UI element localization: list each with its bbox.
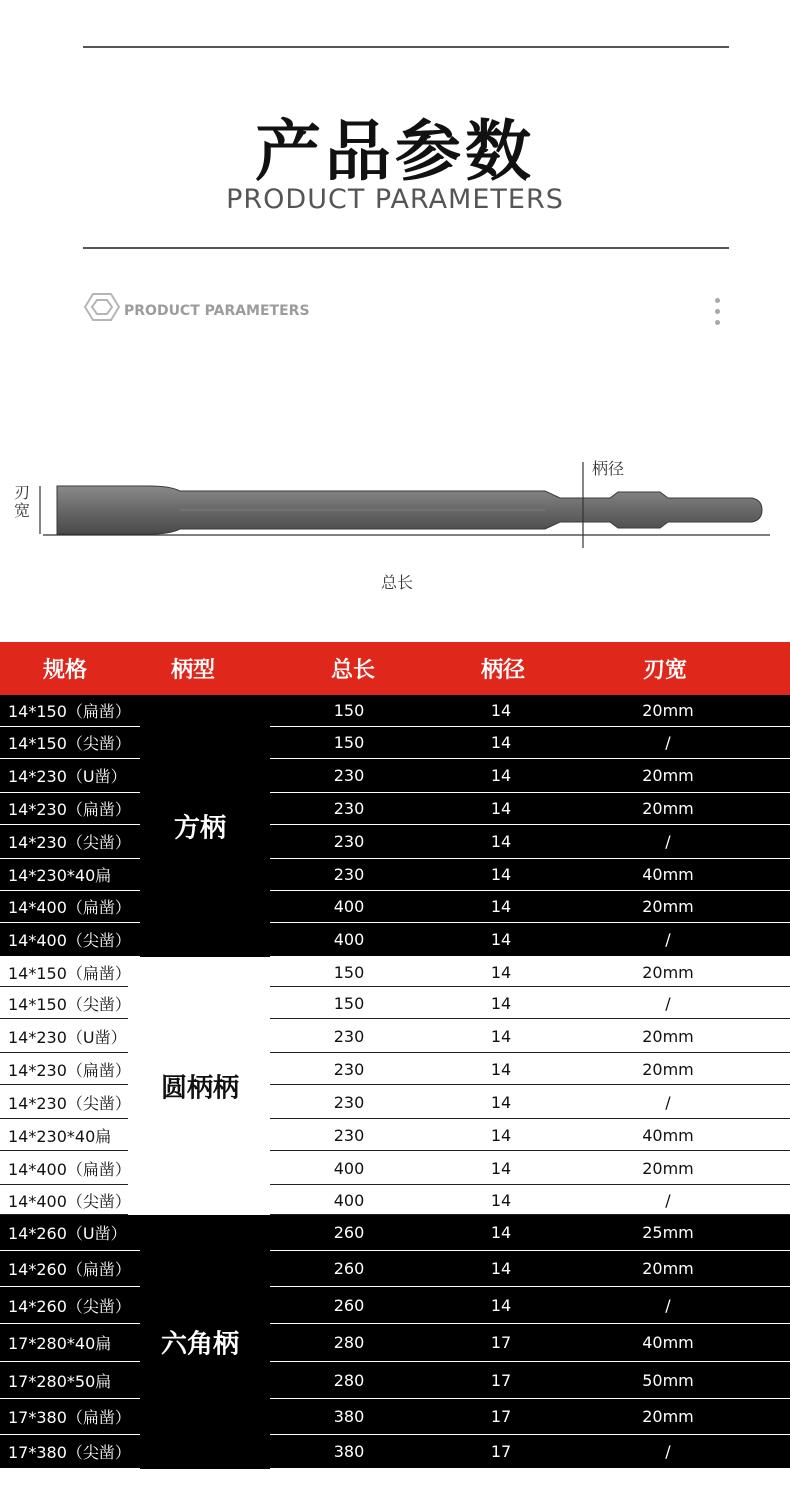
cell-length: 380	[333, 1442, 365, 1461]
page-subtitle: PRODUCT PARAMETERS	[226, 184, 564, 215]
table-group	[0, 957, 790, 1215]
top-rule	[83, 46, 729, 48]
badge-label: PRODUCT PARAMETERS	[124, 303, 310, 319]
col-header-spec: 规格	[42, 658, 88, 683]
cell-length: 150	[333, 733, 365, 752]
cell-shank-diameter: 14	[490, 1190, 512, 1210]
cell-length: 400	[333, 1190, 365, 1210]
table-row	[0, 1053, 790, 1085]
cell-spec: 17*380（扁凿）	[8, 1408, 131, 1427]
cell-shank-diameter: 17	[490, 1370, 512, 1390]
cell-shank-diameter: 17	[490, 1333, 512, 1352]
cell-length: 260	[333, 1295, 365, 1315]
col-header-length: 总长	[330, 658, 376, 683]
table-row	[0, 1435, 790, 1469]
cell-spec: 14*230（扁凿）	[8, 1060, 131, 1080]
table-row	[0, 1215, 790, 1251]
cell-spec: 17*280*50扁	[8, 1371, 112, 1391]
cell-spec: 14*400（尖凿）	[8, 1191, 131, 1211]
cell-spec: 14*230（扁凿）	[8, 800, 131, 819]
total-length-label: 总长	[381, 573, 414, 592]
cell-length: 260	[333, 1223, 365, 1242]
cell-shank-diameter: 14	[490, 1092, 512, 1112]
cell-shank-diameter: 14	[490, 1125, 512, 1145]
cell-length: 150	[333, 962, 365, 982]
table-row	[0, 759, 790, 793]
chisel-diagram	[0, 440, 790, 600]
table-row	[0, 825, 790, 859]
cell-spec: 14*230*40扁	[8, 1126, 112, 1146]
cell-shank-diameter: 14	[490, 832, 512, 851]
cell-length: 230	[333, 832, 365, 851]
cell-shank-diameter: 14	[490, 701, 512, 720]
shank-type-label: 六角柄	[160, 1329, 240, 1360]
table-group	[0, 695, 790, 957]
table-row	[0, 987, 790, 1019]
shank-type-label: 方柄	[173, 813, 227, 844]
cell-length: 150	[333, 993, 365, 1013]
cell-shank-diameter: 14	[490, 1295, 512, 1315]
page-title: 产品参数	[255, 113, 535, 190]
col-header-blade-width: 刃宽	[642, 658, 688, 683]
table-group	[0, 1215, 790, 1469]
cell-length: 380	[333, 1407, 365, 1426]
table-row	[0, 1019, 790, 1053]
cell-spec: 17*380（尖凿）	[8, 1443, 131, 1462]
cell-blade-width: 20mm	[642, 1407, 694, 1426]
table-row	[0, 891, 790, 923]
cell-blade-width: 50mm	[642, 1370, 694, 1390]
cell-blade-width: 20mm	[642, 1259, 694, 1278]
cell-spec: 14*230（U凿）	[8, 767, 127, 786]
cell-spec: 14*400（尖凿）	[8, 931, 131, 950]
cell-length: 230	[333, 1059, 365, 1079]
cell-spec: 14*150（尖凿）	[8, 734, 131, 753]
cell-blade-width: 20mm	[642, 1059, 694, 1079]
cell-blade-width: /	[665, 930, 671, 949]
cell-shank-diameter: 14	[490, 865, 512, 884]
cell-blade-width: 20mm	[642, 1158, 694, 1178]
cell-blade-width: /	[665, 1190, 671, 1210]
table-row	[0, 1119, 790, 1151]
cell-shank-diameter: 14	[490, 766, 512, 785]
cell-spec: 14*260（扁凿）	[8, 1260, 131, 1279]
bottom-rule	[83, 247, 729, 249]
cell-length: 400	[333, 930, 365, 949]
spec-table	[0, 695, 790, 1469]
cell-blade-width: /	[665, 733, 671, 752]
cell-spec: 17*280*40扁	[8, 1334, 112, 1353]
blade-width-label: 刃宽	[14, 483, 31, 520]
cell-blade-width: /	[665, 993, 671, 1013]
cell-blade-width: 20mm	[642, 962, 694, 982]
cell-blade-width: 20mm	[642, 799, 694, 818]
cell-spec: 14*400（扁凿）	[8, 898, 131, 917]
cell-blade-width: 20mm	[642, 766, 694, 785]
cell-shank-diameter: 14	[490, 993, 512, 1013]
cell-shank-diameter: 14	[490, 962, 512, 982]
cell-shank-diameter: 14	[490, 1259, 512, 1278]
table-row	[0, 1151, 790, 1185]
cell-length: 400	[333, 897, 365, 916]
cell-shank-diameter: 14	[490, 733, 512, 752]
table-row	[0, 1085, 790, 1119]
cell-shank-diameter: 14	[490, 897, 512, 916]
cell-length: 150	[333, 701, 365, 720]
cell-length: 230	[333, 1092, 365, 1112]
cell-shank-diameter: 14	[490, 1059, 512, 1079]
cell-shank-diameter: 14	[490, 1158, 512, 1178]
cell-spec: 14*150（扁凿）	[8, 963, 131, 983]
cell-spec: 14*230*40扁	[8, 866, 112, 885]
cell-spec: 14*150（尖凿）	[8, 994, 131, 1014]
table-row	[0, 1399, 790, 1435]
col-header-shank-diameter: 柄径	[480, 658, 526, 683]
section-badge	[84, 290, 310, 324]
table-row	[0, 1251, 790, 1287]
table-row	[0, 793, 790, 825]
cell-spec: 14*230（尖凿）	[8, 1093, 131, 1113]
cell-length: 230	[333, 1125, 365, 1145]
table-row	[0, 695, 790, 727]
hexagon-icon	[84, 292, 120, 322]
cell-length: 260	[333, 1259, 365, 1278]
table-row	[0, 1362, 790, 1399]
cell-blade-width: 40mm	[642, 1125, 694, 1145]
cell-length: 230	[333, 799, 365, 818]
col-header-shank-type: 柄型	[170, 658, 216, 683]
cell-spec: 14*150（扁凿）	[8, 702, 131, 721]
table-row	[0, 727, 790, 759]
table-row	[0, 1185, 790, 1215]
cell-shank-diameter: 17	[490, 1442, 512, 1461]
cell-blade-width: 20mm	[642, 897, 694, 916]
table-header	[0, 642, 790, 695]
cell-blade-width: 20mm	[642, 701, 694, 720]
cell-shank-diameter: 14	[490, 1026, 512, 1046]
shank-type-label: 圆柄柄	[160, 1073, 240, 1104]
cell-blade-width: /	[665, 832, 671, 851]
cell-length: 230	[333, 766, 365, 785]
table-row	[0, 1324, 790, 1362]
cell-length: 230	[333, 865, 365, 884]
cell-length: 280	[333, 1333, 365, 1352]
cell-length: 400	[333, 1158, 365, 1178]
table-row	[0, 859, 790, 891]
cell-length: 280	[333, 1370, 365, 1390]
cell-blade-width: 40mm	[642, 1333, 694, 1352]
table-row	[0, 923, 790, 957]
cell-blade-width: 20mm	[642, 1026, 694, 1046]
cell-spec: 14*260（尖凿）	[8, 1296, 131, 1316]
cell-shank-diameter: 14	[490, 930, 512, 949]
shank-diameter-label: 柄径	[592, 459, 625, 478]
cell-blade-width: 40mm	[642, 865, 694, 884]
table-row	[0, 957, 790, 987]
cell-length: 230	[333, 1026, 365, 1046]
table-row	[0, 1287, 790, 1324]
cell-spec: 14*260（U凿）	[8, 1224, 127, 1243]
cell-spec: 14*230（U凿）	[8, 1027, 127, 1047]
cell-spec: 14*400（扁凿）	[8, 1159, 131, 1179]
cell-blade-width: /	[665, 1295, 671, 1315]
cell-shank-diameter: 14	[490, 1223, 512, 1242]
cell-blade-width: /	[665, 1092, 671, 1112]
cell-blade-width: /	[665, 1442, 671, 1461]
cell-shank-diameter: 14	[490, 799, 512, 818]
more-icon	[715, 298, 721, 331]
cell-spec: 14*230（尖凿）	[8, 833, 131, 852]
cell-blade-width: 25mm	[642, 1223, 694, 1242]
cell-shank-diameter: 17	[490, 1407, 512, 1426]
